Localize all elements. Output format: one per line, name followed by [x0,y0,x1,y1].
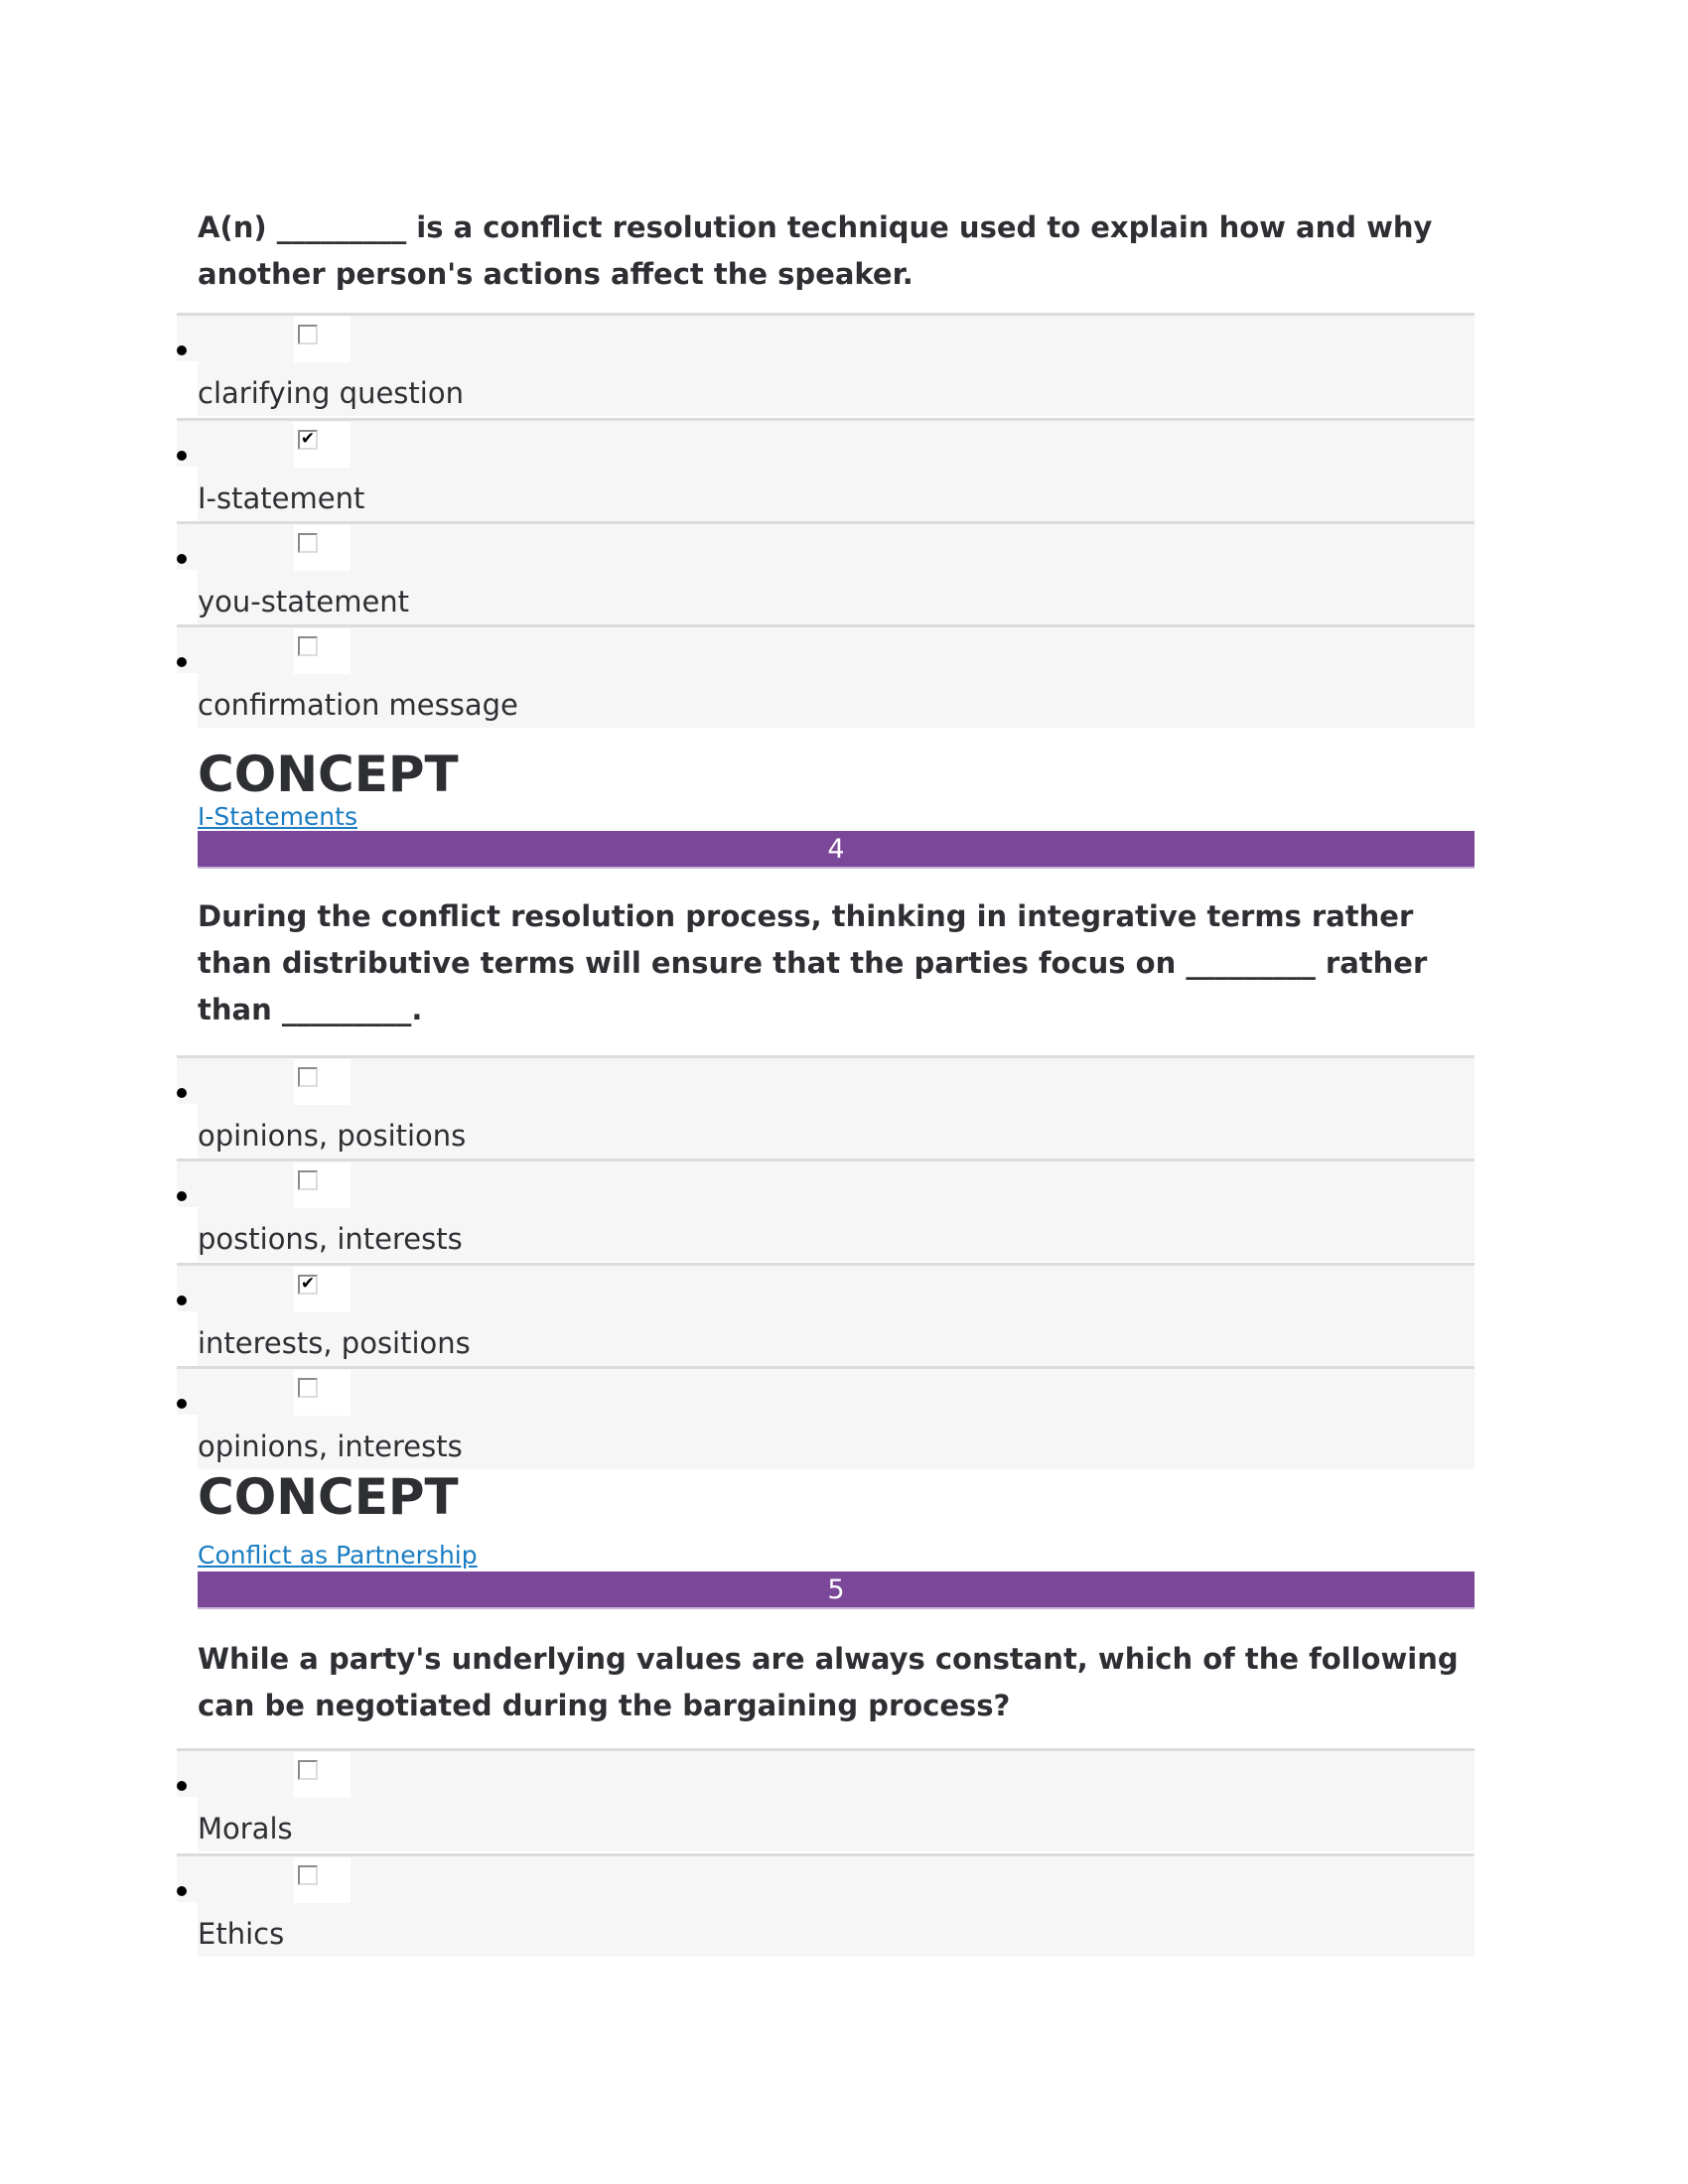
question-text: During the conflict resolution process, thinking in integrative terms rather than distributive terms will ensure that the parties focus on _________ rather than _________. [198,899,1428,1026]
answer-option[interactable] [177,1159,1475,1262]
option-label: confirmation message [198,688,518,722]
option-label: clarifying question [198,376,464,410]
option-label: Morals [198,1812,293,1845]
bullet-icon [177,554,187,564]
bullet-icon [177,1399,187,1409]
checkbox[interactable] [298,325,318,344]
checkbox-wrapper [294,1162,351,1208]
bullet-icon [177,1886,187,1896]
question-text: While a party's underlying values are always constant, which of the following can be negotiated during the bargaining process? [198,1642,1459,1722]
spacer [177,1104,198,1159]
checkbox-wrapper [294,317,351,362]
checkbox-wrapper [294,1857,351,1903]
spacer [177,467,198,521]
checkbox[interactable] [298,1760,318,1780]
spacer [177,361,198,416]
checkbox-wrapper [294,1267,351,1312]
option-label: opinions, positions [198,1119,467,1153]
question-text: A(n) _________ is a conflict resolution technique used to explain how and why another person's actions affect the speaker. [198,210,1433,291]
checkbox[interactable] [298,1067,318,1087]
checkbox-wrapper [294,1370,351,1416]
bullet-icon [177,1088,187,1098]
answer-option[interactable] [177,418,1475,521]
checkbox[interactable] [298,636,318,656]
spacer [177,673,198,728]
spacer [177,1207,198,1262]
checkbox-checked[interactable]: ✔ [298,1275,318,1295]
checkbox-wrapper [294,525,351,571]
option-label: interests, positions [198,1326,471,1360]
checkbox[interactable] [298,533,318,553]
answer-option[interactable] [177,313,1475,416]
answer-option[interactable] [177,1055,1475,1159]
spacer [177,570,198,624]
checkbox[interactable] [298,1378,318,1398]
question-number-bar: 4 [198,831,1475,869]
checkbox-wrapper [294,1752,351,1798]
checkbox-wrapper [294,1059,351,1105]
checkbox-wrapper [294,422,351,468]
bullet-icon [177,1296,187,1305]
spacer [177,1797,198,1851]
checkbox[interactable] [298,1865,318,1885]
spacer [177,1415,198,1469]
option-label: I-statement [198,481,365,515]
option-label: you-statement [198,585,410,618]
answer-option[interactable] [177,1748,1475,1851]
bullet-icon [177,657,187,667]
concept-heading: CONCEPT [198,1468,459,1526]
checkbox[interactable] [298,1170,318,1190]
answer-option[interactable] [177,1853,1475,1957]
concept-link[interactable]: I-Statements [198,802,357,831]
spacer [177,1311,198,1366]
question-number-bar: 5 [198,1571,1475,1609]
answer-option[interactable] [177,521,1475,624]
option-label: postions, interests [198,1222,463,1256]
bullet-icon [177,1191,187,1201]
option-label: opinions, interests [198,1430,463,1463]
bullet-icon [177,1781,187,1791]
option-label: Ethics [198,1917,285,1951]
checkbox-wrapper [294,628,351,674]
concept-heading: CONCEPT [198,746,459,803]
checkbox-checked[interactable]: ✔ [298,430,318,450]
answer-option[interactable] [177,1366,1475,1469]
bullet-icon [177,451,187,461]
concept-link[interactable]: Conflict as Partnership [198,1541,478,1570]
answer-option[interactable] [177,624,1475,728]
bullet-icon [177,345,187,355]
spacer [177,1902,198,1957]
answer-option[interactable] [177,1263,1475,1366]
